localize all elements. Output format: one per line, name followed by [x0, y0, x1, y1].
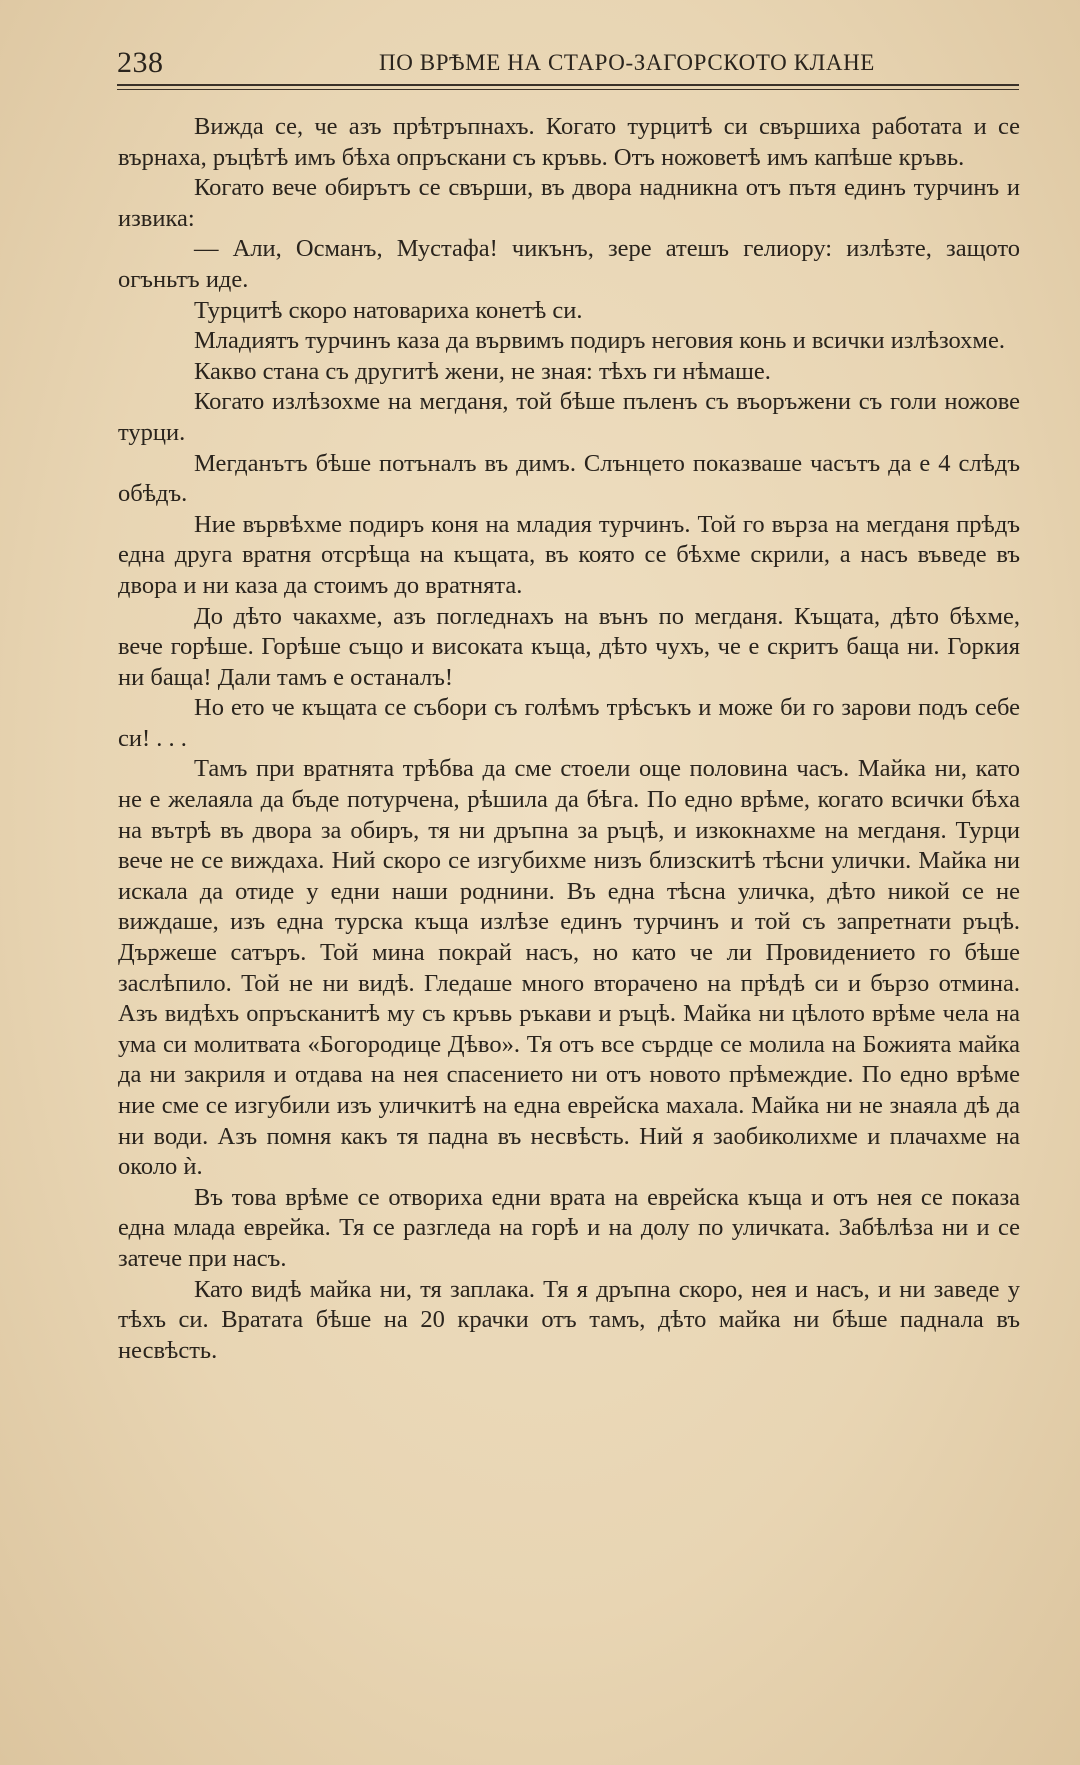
running-head: ПО ВРѢМЕ НА СТАРО-ЗАГОРСКОТО КЛАНЕ	[379, 50, 875, 75]
header-rule-thick	[117, 84, 1019, 86]
paragraph: Когато вече обирътъ се свърши, въ двора надникна отъ пътя единъ турчинъ и извика:	[118, 174, 1020, 232]
paragraph: Турцитѣ скоро натовариха конетѣ си.	[194, 296, 583, 324]
paragraph: Ние вървѣхме подиръ коня на младия турчинъ. Той го върза на мегданя прѣдъ една друга вратня отсрѣща на къщата, въ която се бѣхме скрили, а насъ въведе въ двора и ни каза да стоимъ до вратнята.	[118, 510, 1020, 599]
body-text	[118, 112, 1020, 1366]
paragraph: — Али, Османъ, Мустафа! чикънъ, зере атешъ гелиору: излѣзте, защото огъньтъ иде.	[118, 235, 1020, 293]
paragraph: Когато излѣзохме на мегданя, той бѣше пъленъ съ въоръжени съ голи ножове турци.	[118, 388, 1020, 446]
paragraph: Какво стана съ другитѣ жени, не зная: тѣхъ ги нѣмаше.	[194, 357, 771, 385]
paragraph: Но ето че къщата се събори съ голѣмъ трѣсъкъ и може би го зарови подъ себе си! . . .	[118, 694, 1020, 752]
paragraph: Тамъ при вратнята трѣбва да сме стоели още половина часъ. Майка ни, като не е желаяла да бъде потурчена, рѣшила да бѣга. По едно врѣме, когато всички бѣха на вътрѣ въ двора за обиръ, тя ни дръпна за ръцѣ, и изкокнахме на мегданя. Турци вече не се виждаха. Ний скоро се изгубихме низъ близскитѣ тѣсни улички. Майка ни искала да отиде у едни наши роднини. Въ една тѣсна уличка, дѣто никой се не виждаше, изъ една турска къща излѣзе единъ турчинъ и той съ запретнати ръцѣ. Държеше сатъръ. Той мина покрай насъ, но като че ли Провидението го бѣше заслѣпило. Той не ни видѣ. Гледаше много вторачено на прѣдѣ си и бързо отмина. Азъ видѣхъ опръсканитѣ му съ кръвь ръкави и ръцѣ. Майка ни цѣлото врѣме чела на ума си молитвата «Богородице Дѣво». Тя отъ все сърдце се молила на Божията майка да ни закриля и отдава на нея спасението ни отъ новото прѣмеждие. По едно врѣме ние сме се изгубили изъ уличкитѣ на една еврейска махала. Майка ни не знаяла дѣ да ни води. Азъ помня какъ тя падна въ несвѣсть. Ний я заобиколихме и плачахме на около ѝ.	[118, 755, 1020, 1181]
paragraph: Като видѣ майка ни, тя заплака. Тя я дръпна скоро, нея и насъ, и ни заведе у тѣхъ си. Вратата бѣше на 20 крачки отъ тамъ, дѣто майка ни бѣше паднала въ несвѣсть.	[118, 1275, 1020, 1364]
page-header	[117, 42, 1017, 82]
paragraph: Въ това врѣме се отвориха едни врата на еврейска къща и отъ нея се показа една млада еврейка. Тя се разгледа на горѣ и на долу по уличката. Забѣлѣза ни и се затече при насъ.	[118, 1183, 1020, 1272]
paragraph: До дѣто чакахме, азъ погледнахъ на вънъ по мегданя. Къщата, дѣто бѣхме, вече горѣше. Горѣше също и високата къща, дѣто чухъ, че е скритъ баща ни. Горкия ни баща! Дали тамъ е останалъ!	[118, 602, 1020, 691]
paragraph: Младиятъ турчинъ каза да вървимъ подиръ неговия конь и всички излѣзохме.	[194, 327, 1005, 355]
page-number: 238	[117, 46, 164, 79]
header-rule-thin	[117, 89, 1019, 90]
paragraph: Мегданътъ бѣше потъналъ въ димъ. Слънцето показваше часътъ да е 4 слѣдъ обѣдъ.	[118, 449, 1020, 508]
paragraph: Вижда се, че азъ прѣтръпнахъ. Когато турцитѣ си свършиха работата и се върнаха, ръцѣтѣ имъ бѣха опръскани съ кръвь. Отъ ножоветѣ имъ капѣше кръвь.	[118, 113, 1020, 171]
